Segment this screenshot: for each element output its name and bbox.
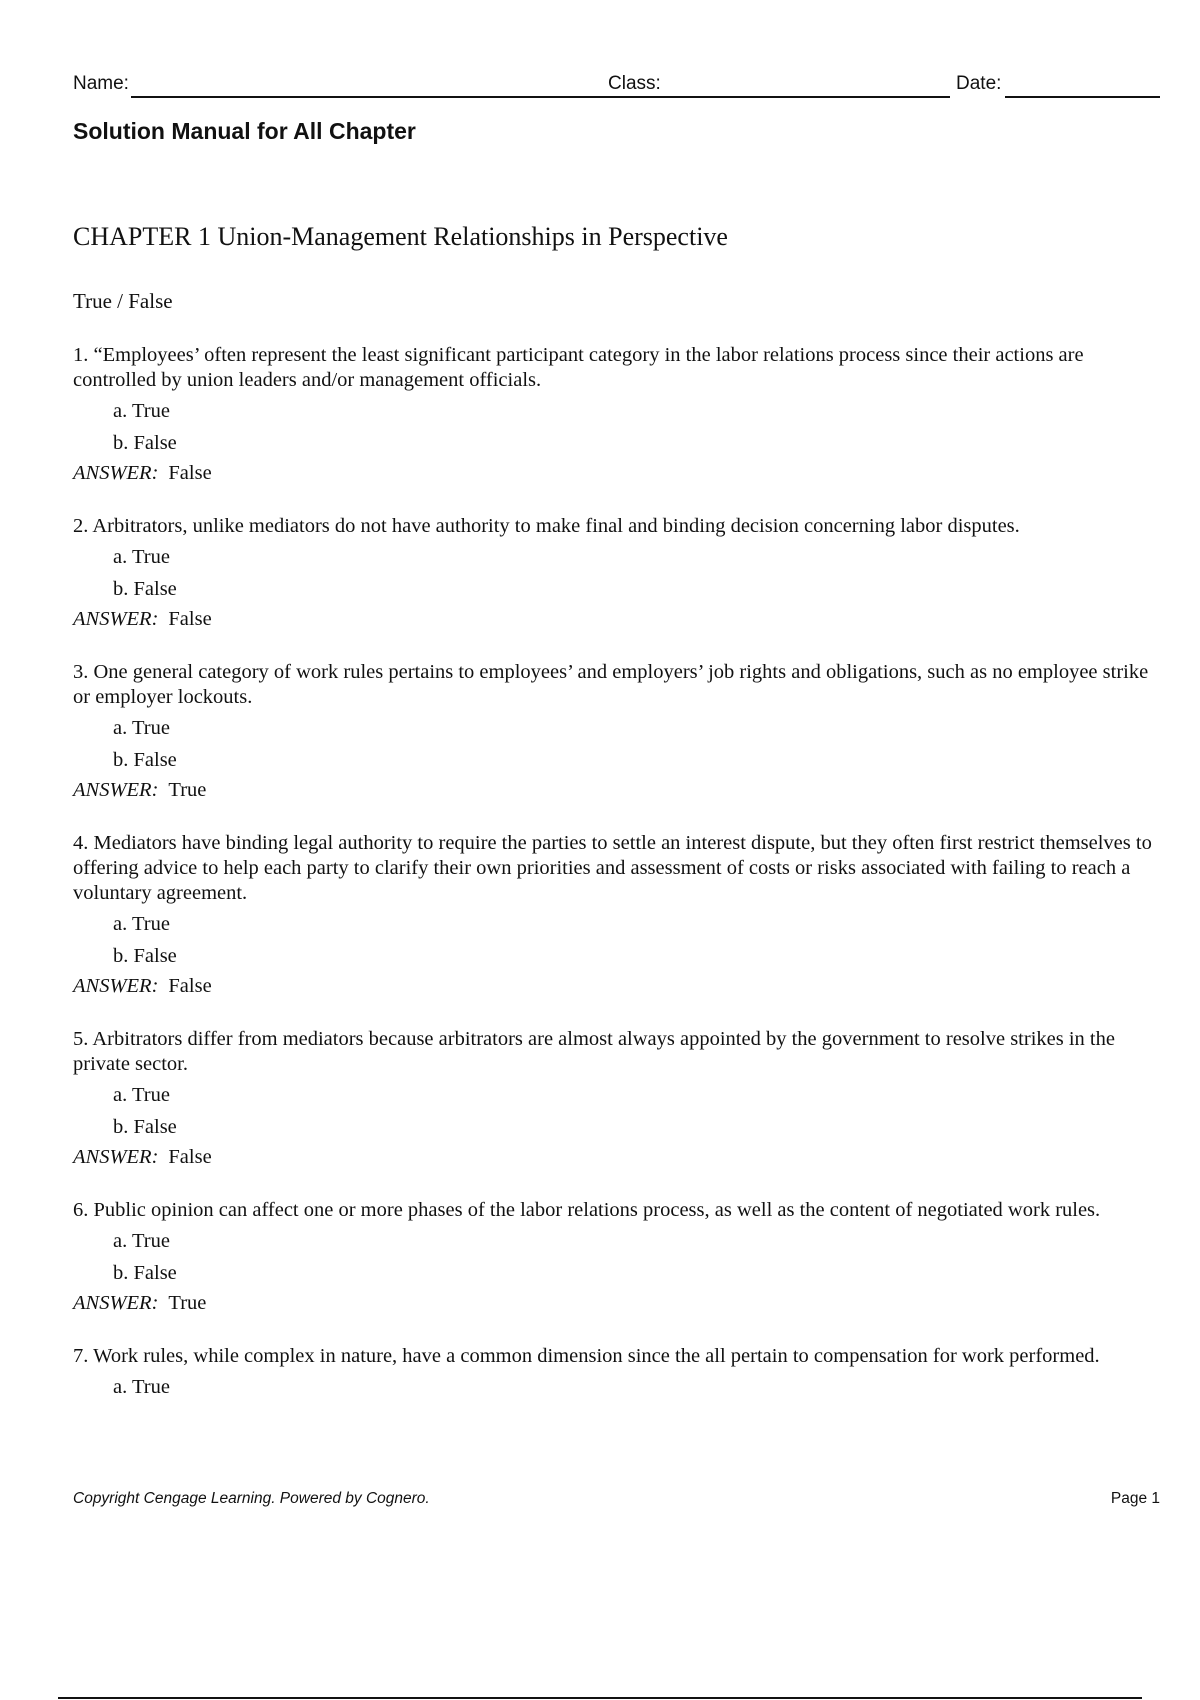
answer-value: False	[168, 608, 212, 630]
document-title: Solution Manual for All Chapter	[73, 118, 416, 144]
answer-label: ANSWER:	[73, 779, 159, 801]
answer-label: ANSWER:	[73, 1292, 159, 1314]
question-text: 4. Mediators have binding legal authority to require the parties to settle an interest dispute, but they often first restrict themselves to offering advice to help each party to clarify their own priorities and assessment of costs or risks associated with failing to reach a voluntary agreement.	[73, 832, 1152, 904]
answer-value: True	[168, 1292, 207, 1314]
question-4	[73, 831, 1163, 1000]
name-label: Name:	[73, 73, 129, 94]
answer-label: ANSWER:	[73, 975, 159, 997]
answer-label: ANSWER:	[73, 462, 159, 484]
choice-false: b. False	[113, 1262, 177, 1284]
question-text: 1. “Employees’ often represent the least significant participant category in the labor relations process since their actions are controlled by union leaders and/or management officials.	[73, 344, 1084, 391]
question-text: 6. Public opinion can affect one or more phases of the labor relations process, as well as the content of negotiated work rules.	[73, 1199, 1101, 1221]
answer-line	[73, 972, 1163, 1000]
class-label: Class:	[608, 73, 661, 94]
question-7	[73, 1344, 1163, 1401]
question-6	[73, 1198, 1163, 1317]
question-text: 3. One general category of work rules pertains to employees’ and employers’ job rights and obligations, such as no employee strike or employer lockouts.	[73, 661, 1149, 708]
section-label: True / False	[73, 289, 173, 313]
question-text: 5. Arbitrators differ from mediators because arbitrators are almost always appointed by the government to resolve strikes in the private sector.	[73, 1028, 1115, 1075]
choice-false: b. False	[113, 432, 177, 454]
choice-true: a. True	[113, 717, 170, 739]
question-3	[73, 660, 1163, 804]
date-field[interactable]	[1005, 96, 1160, 98]
answer-line	[73, 1289, 1163, 1317]
question-5	[73, 1027, 1163, 1171]
choice-false: b. False	[113, 749, 177, 771]
copyright-text: Copyright Cengage Learning. Powered by Cognero.	[73, 1490, 430, 1507]
choice-true: a. True	[113, 546, 170, 568]
question-text: 2. Arbitrators, unlike mediators do not have authority to make final and binding decision concerning labor disputes.	[73, 515, 1020, 537]
choice-false: b. False	[113, 578, 177, 600]
question-list	[73, 343, 1163, 1428]
page-bottom-divider	[58, 1697, 1142, 1699]
page-number: Page 1	[1110, 1490, 1160, 1507]
answer-value: False	[168, 462, 212, 484]
question-2	[73, 514, 1163, 633]
answer-line	[73, 1143, 1163, 1171]
class-field[interactable]	[663, 96, 950, 98]
answer-value: True	[168, 779, 207, 801]
date-label: Date:	[956, 73, 1002, 94]
choice-true: a. True	[113, 1230, 170, 1252]
answer-value: False	[168, 975, 212, 997]
answer-value: False	[168, 1146, 212, 1168]
answer-line	[73, 459, 1163, 487]
chapter-title: CHAPTER 1 Union-Management Relationships in Perspective	[73, 222, 728, 251]
student-info-header	[73, 70, 1160, 100]
choice-true: a. True	[113, 913, 170, 935]
choice-true: a. True	[113, 400, 170, 422]
name-field[interactable]	[131, 96, 671, 98]
question-1	[73, 343, 1163, 487]
choice-false: b. False	[113, 1116, 177, 1138]
question-text: 7. Work rules, while complex in nature, have a common dimension since the all pertain to compensation for work performed.	[73, 1345, 1100, 1367]
answer-line	[73, 776, 1163, 804]
answer-label: ANSWER:	[73, 1146, 159, 1168]
choice-true: a. True	[113, 1376, 170, 1398]
choice-true: a. True	[113, 1084, 170, 1106]
answer-label: ANSWER:	[73, 608, 159, 630]
answer-line	[73, 605, 1163, 633]
choice-false: b. False	[113, 945, 177, 967]
